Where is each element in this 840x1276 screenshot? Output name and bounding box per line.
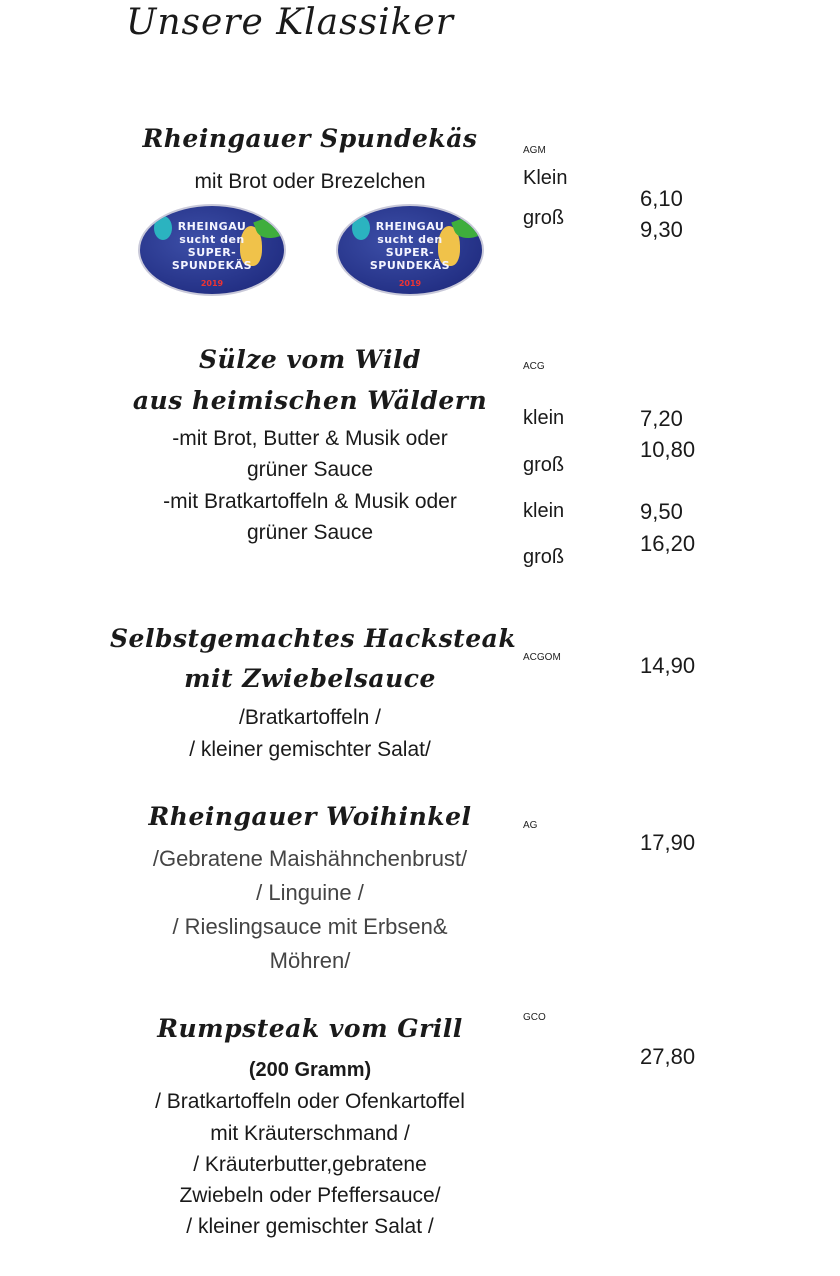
- dish-description: / kleiner gemischter Salat/: [189, 738, 431, 761]
- badge-year: 2019: [200, 279, 224, 288]
- page-title: Unsere Klassiker: [126, 2, 454, 43]
- dish-title-hacksteak: Selbstgemachtes Hacksteak: [110, 624, 517, 653]
- dish-description: /Gebratene Maishähnchenbrust/: [152, 846, 468, 871]
- allergen-codes: GCO: [523, 1012, 546, 1023]
- size-label: klein: [523, 500, 565, 522]
- price: 17,90: [640, 830, 696, 855]
- badge-text: RHEINGAU sucht den SUPER- SPUNDEKÄS: [369, 220, 451, 272]
- spundekaes-badge-logo: [138, 204, 286, 296]
- price: 27,80: [640, 1044, 696, 1069]
- allergen-codes: ACG: [523, 361, 545, 372]
- dish-description: grüner Sauce: [246, 458, 374, 481]
- dish-title-rumpsteak: Rumpsteak vom Grill: [157, 1014, 463, 1043]
- size-label: klein: [523, 407, 565, 429]
- price: 9,30: [640, 217, 683, 242]
- badge-year: 2019: [398, 279, 422, 288]
- dish-description: Zwiebeln oder Pfeffersauce/: [179, 1184, 441, 1207]
- allergen-codes: AGM: [523, 145, 546, 156]
- dish-description: mit Kräuterschmand /: [210, 1122, 410, 1145]
- dish-description: Möhren/: [269, 948, 351, 973]
- allergen-codes: ACGOM: [523, 652, 561, 663]
- dish-subtitle: (200 Gramm): [248, 1059, 372, 1081]
- dish-title-suelze: Sülze vom Wild: [198, 345, 421, 374]
- price: 9,50: [640, 499, 683, 524]
- dish-title-hacksteak-line2: mit Zwiebelsauce: [184, 664, 436, 693]
- dish-title-suelze-line2: aus heimischen Wäldern: [132, 386, 488, 415]
- allergen-codes: AG: [523, 820, 538, 831]
- size-label: groß: [523, 207, 565, 229]
- dish-description: -mit Bratkartoffeln & Musik oder: [163, 490, 457, 513]
- dish-description: / kleiner gemischter Salat /: [186, 1215, 434, 1238]
- price: 14,90: [640, 653, 696, 678]
- badge-text: RHEINGAU sucht den SUPER- SPUNDEKÄS: [171, 220, 253, 272]
- price: 16,20: [640, 531, 696, 556]
- price: 6,10: [640, 186, 683, 211]
- size-label: groß: [523, 454, 565, 476]
- dish-description: / Bratkartoffeln oder Ofenkartoffel: [155, 1090, 465, 1113]
- size-label: Klein: [523, 167, 568, 189]
- spundekaes-badge-logo: [336, 204, 484, 296]
- dish-description: /Bratkartoffeln /: [238, 706, 382, 729]
- dish-description: / Linguine /: [256, 880, 364, 905]
- dish-description: -mit Brot, Butter & Musik oder: [172, 427, 448, 450]
- dish-title-woihinkel: Rheingauer Woihinkel: [148, 802, 472, 831]
- dish-description: / Rieslingsauce mit Erbsen&: [172, 914, 448, 939]
- dish-description: / Kräuterbutter,gebratene: [193, 1153, 427, 1176]
- dish-description: grüner Sauce: [246, 521, 374, 544]
- size-label: groß: [523, 546, 565, 568]
- price: 7,20: [640, 406, 683, 431]
- dish-description: mit Brot oder Brezelchen: [194, 170, 426, 193]
- price: 10,80: [640, 437, 696, 462]
- dish-title-spundekaes: Rheingauer Spundekäs: [142, 124, 478, 153]
